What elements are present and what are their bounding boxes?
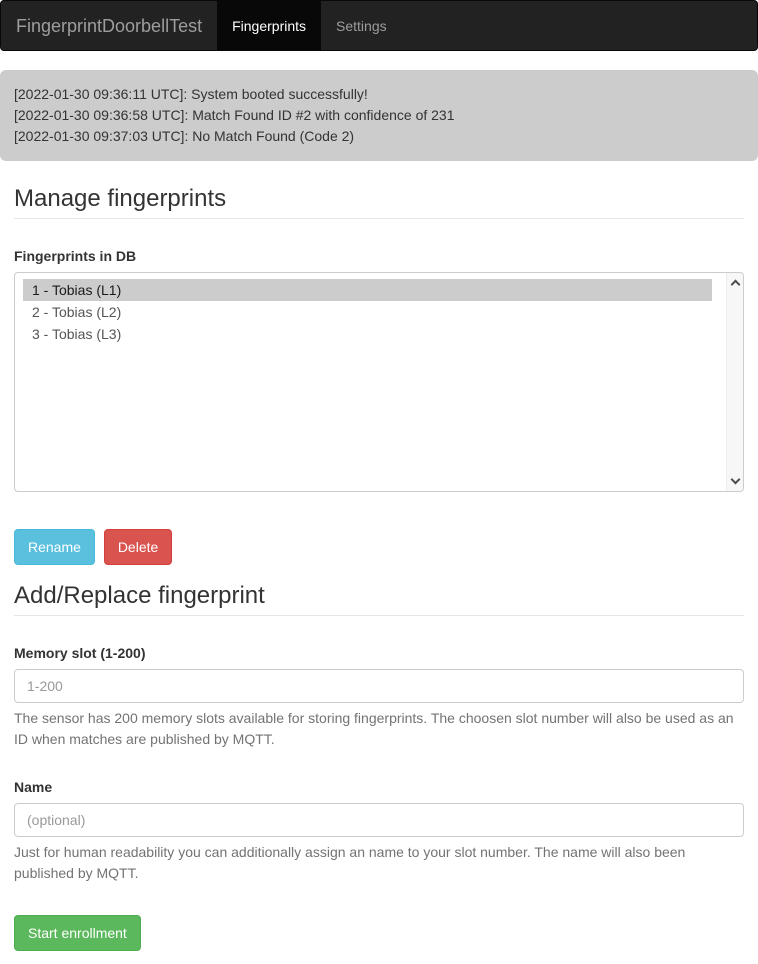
memory-slot-input[interactable] <box>14 669 744 703</box>
tab-fingerprints[interactable]: Fingerprints <box>217 1 321 50</box>
log-line: [2022-01-30 09:36:11 UTC]: System booted successfully! <box>14 86 368 102</box>
navbar <box>0 0 758 51</box>
main-content <box>0 186 758 964</box>
add-replace-heading: Add/Replace fingerprint <box>14 583 744 616</box>
delete-button[interactable]: Delete <box>104 529 172 565</box>
navbar-brand[interactable]: FingerprintDoorbellTest <box>16 16 203 36</box>
scroll-down-button[interactable] <box>727 473 743 490</box>
listbox-scrollbar[interactable] <box>726 273 743 491</box>
name-help: Just for human readability you can additionally assign an name to your slot number. The name will also been published by MQTT. <box>14 844 686 882</box>
scroll-up-button[interactable] <box>727 274 743 291</box>
log-panel <box>0 70 758 161</box>
fingerprints-list-label: Fingerprints in DB <box>14 248 137 265</box>
manage-fingerprints-heading: Manage fingerprints <box>14 186 744 219</box>
fingerprint-option[interactable]: 1 - Tobias (L1) <box>23 279 712 301</box>
fingerprints-listbox[interactable] <box>14 272 744 492</box>
start-enrollment-button[interactable]: Start enrollment <box>14 915 141 951</box>
fingerprint-option[interactable]: 3 - Tobias (L3) <box>32 326 122 343</box>
tab-settings[interactable]: Settings <box>336 18 387 34</box>
name-input[interactable] <box>14 803 744 837</box>
log-line: [2022-01-30 09:37:03 UTC]: No Match Found (Code 2) <box>14 128 355 144</box>
memory-slot-label: Memory slot (1-200) <box>14 645 146 662</box>
rename-button[interactable]: Rename <box>14 529 95 565</box>
log-line: [2022-01-30 09:36:58 UTC]: Match Found ID #2 with confidence of 231 <box>14 107 455 123</box>
fingerprint-option[interactable]: 2 - Tobias (L2) <box>32 304 122 321</box>
chevron-down-icon <box>730 475 740 485</box>
enroll-actions-row <box>14 915 744 951</box>
name-label: Name <box>14 779 53 796</box>
list-actions-row <box>14 529 744 565</box>
chevron-up-icon <box>730 280 740 290</box>
memory-slot-help: The sensor has 200 memory slots available for storing fingerprints. The choosen slot number will also be used as an ID when matches are published by MQTT. <box>14 710 734 748</box>
